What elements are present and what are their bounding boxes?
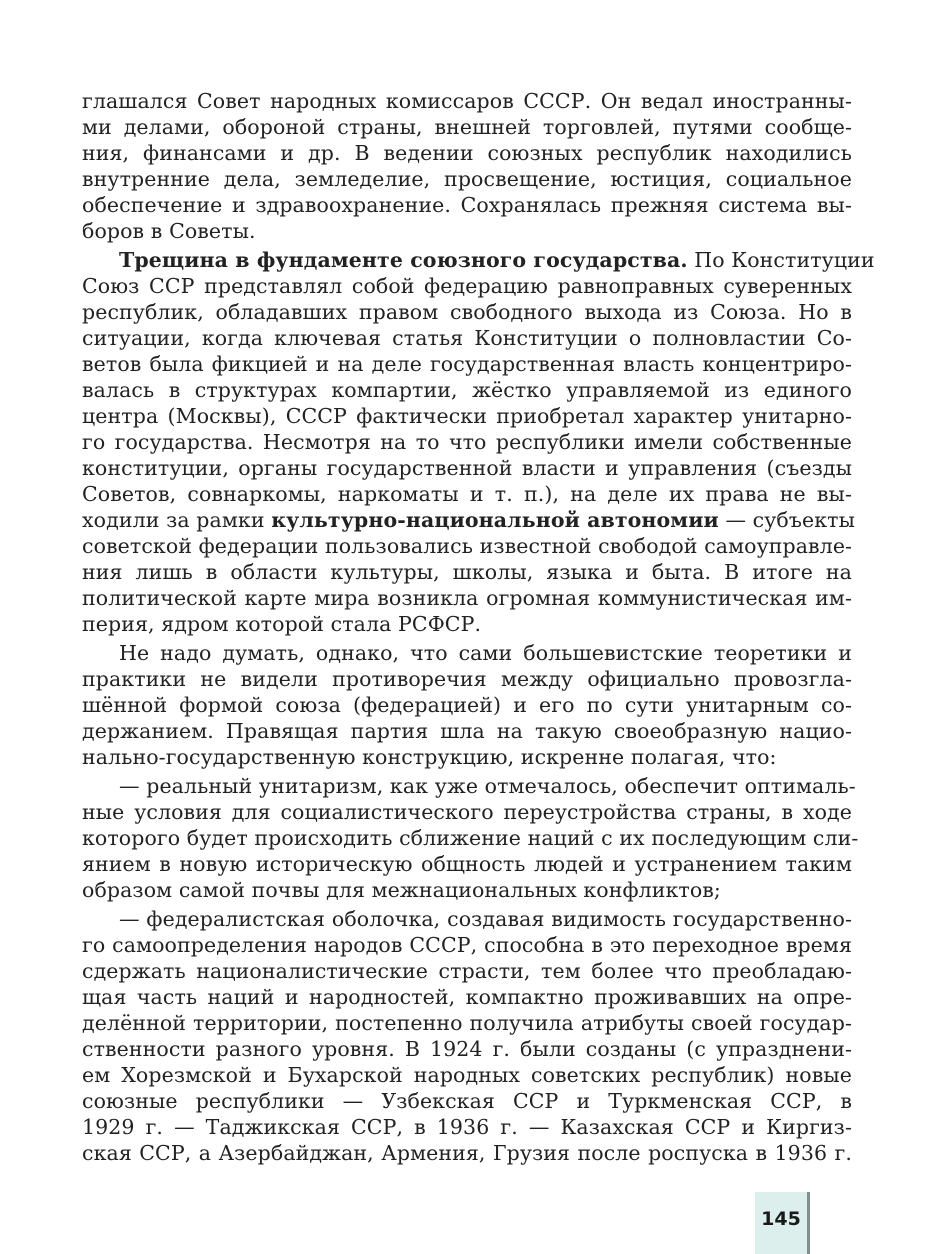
text-line: перия, ядром которой стала РСФСР. [82, 612, 482, 636]
paragraph-2 [82, 247, 875, 637]
key-term: культурно-национальной автономии [271, 508, 719, 532]
text-line: 1929 г. — Таджикская ССР, в 1936 г. — Казахская ССР и Киргиз- [82, 1115, 852, 1139]
text-line: центра (Москвы), СССР фактически приобретал характер унитарно- [82, 404, 852, 428]
text-span: — субъекты [718, 508, 855, 532]
text-line: Союз ССР представлял собой федерацию равноправных суверенных [82, 274, 852, 298]
text-line: обеспечение и здравоохранение. Сохранялась прежняя система вы- [82, 193, 852, 217]
page-text [82, 88, 875, 1166]
section-heading: Трещина в фундаменте союзного государства. [119, 248, 688, 272]
text-line [82, 247, 875, 273]
text-line: — федералистская оболочка, создавая видимость государственно- [119, 907, 852, 931]
text-line: союзные республики — Узбекская ССР и Туркменская ССР, в [82, 1089, 852, 1113]
text-line: янием в новую историческую общность людей и устранением таким [82, 852, 852, 876]
text-line: советской федерации пользовались известной свободой самоуправле- [82, 534, 853, 558]
text-line: ская ССР, а Азербайджан, Армения, Грузия после роспуска в 1936 г. [82, 1141, 852, 1165]
text-line: ния, финансами и др. В ведении союзных республик находились [82, 141, 852, 165]
text-line: ситуации, когда ключевая статья Конституции о полновластии Со- [82, 326, 852, 350]
text-line: конституции, органы государственной власти и управления (съезды [82, 456, 852, 480]
list-item [82, 906, 852, 1166]
text-line: политической карте мира возникла огромная коммунистическая им- [82, 586, 852, 610]
text-line: делённой территории, постепенно получила атрибуты своей государ- [82, 1011, 852, 1035]
text-line: го государства. Несмотря на то что республики имели собственные [82, 430, 852, 454]
text-line: ния лишь в области культуры, школы, языка и быта. В итоге на [82, 560, 852, 584]
text-line: глашался Совет народных комиссаров СССР. Он ведал иностранны- [82, 89, 852, 113]
text-line: ственности разного уровня. В 1924 г. были созданы (с упразднени- [82, 1037, 852, 1061]
text-line: республик, обладавших правом свободного выхода из Союза. Но в [82, 300, 852, 324]
text-line: ветов была фикцией и на деле государственная власть концентриро- [82, 352, 852, 376]
text-line: шённой формой союза (федерацией) и его по сути унитарным со- [82, 693, 852, 717]
text-line: ем Хорезмской и Бухарской народных советских республик) новые [82, 1063, 852, 1087]
text-line: щая часть наций и народностей, компактно проживавших на опре- [82, 985, 852, 1009]
text-line: образом самой почвы для межнациональных конфликтов; [82, 878, 721, 902]
text-line: ми делами, обороной страны, внешней торговлей, путями сообще- [82, 115, 852, 139]
page-number-tab [755, 1192, 810, 1254]
paragraph-1 [82, 88, 852, 244]
text-line: практики не видели противоречия между официально провозгла- [82, 667, 852, 691]
text-line: — реальный унитаризм, как уже отмечалось, обеспечит оптималь- [119, 774, 856, 798]
text-line: сдержать националистические страсти, тем более что преобладаю- [82, 959, 852, 983]
text-span: ходили за рамки [82, 508, 272, 532]
text-line: нально-государственную конструкцию, искренне полагая, что: [82, 745, 777, 769]
text-line: внутренние дела, земледелие, просвещение, юстиция, социальное [82, 167, 852, 191]
text-line: которого будет происходить сближение наций с их последующим сли- [82, 826, 859, 850]
page-number: 145 [761, 1208, 801, 1230]
text-line: го самоопределения народов СССР, способна в это переходное время [82, 933, 852, 957]
text-line: валась в структурах компартии, жёстко управляемой из единого [82, 378, 852, 402]
text-line: боров в Советы. [82, 219, 256, 243]
text-line: Не надо думать, однако, что сами большевистские теоретики и [119, 641, 852, 665]
text-span: По Конституции [687, 248, 875, 272]
text-line [82, 507, 855, 533]
text-line: Советов, совнаркомы, наркоматы и т. п.), на деле их права не вы- [82, 482, 852, 506]
text-line: держанием. Правящая партия шла на такую своеобразную нацио- [82, 719, 852, 743]
paragraph-3 [82, 640, 852, 770]
list-item [82, 773, 859, 903]
text-line: ные условия для социалистического переустройства страны, в ходе [82, 800, 852, 824]
